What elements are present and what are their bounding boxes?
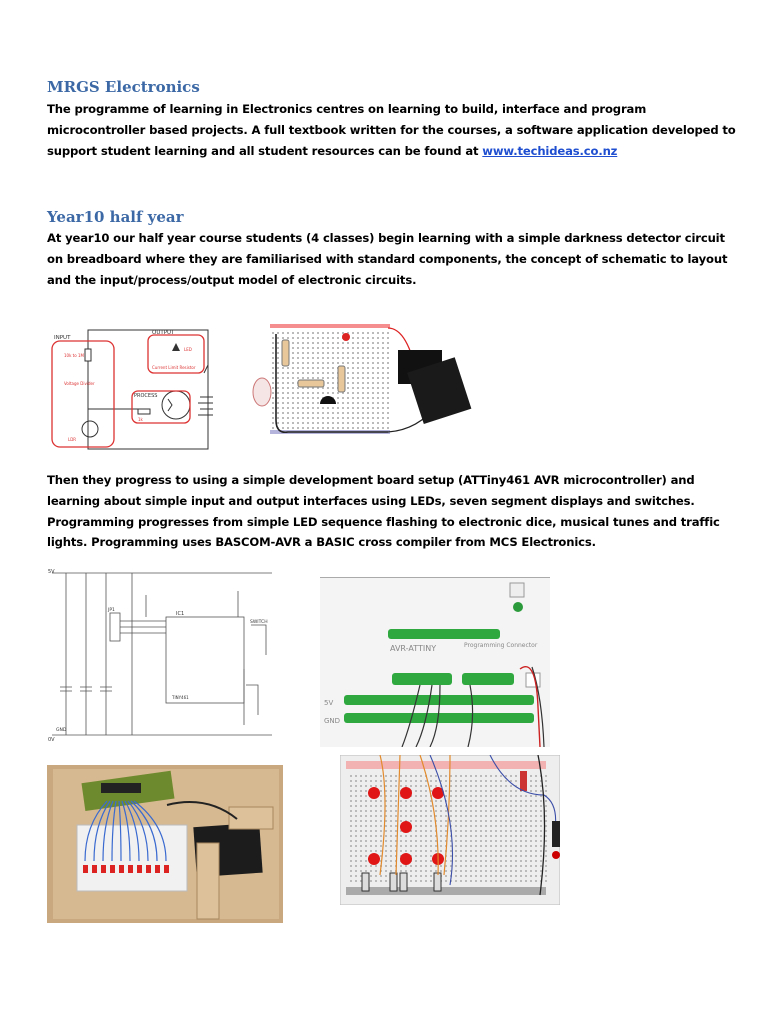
heading-mrgs-electronics: MRGS Electronics: [47, 78, 200, 96]
attiny-development-board: [320, 577, 550, 747]
label-1k: 1k: [138, 417, 143, 422]
label-board-gnd: GND: [324, 717, 341, 725]
label-voltage-divider: Voltage Divider: [64, 381, 95, 386]
label-ic1: IC1: [176, 611, 185, 617]
attiny-schematic: [46, 565, 274, 745]
techideas-link[interactable]: www.techideas.co.nz: [482, 143, 618, 158]
year10-paragraph-2: Then they progress to using a simple development board setup (ATTiny461 AVR microcontroller) and learning about simple input and output interfaces using LEDs, seven segment displays and switches. Programming progresses from simple LED sequence flashing to electronic dice, musical tunes and traffic lights. Programming uses BASCOM-AVR a BASIC cross compiler from MCS Electronics.: [47, 473, 720, 550]
label-gnd: GND: [56, 728, 67, 733]
label-process: PROCESS: [134, 393, 158, 399]
label-avr-attiny: AVR-ATTINY: [390, 644, 437, 653]
intro-text: The programme of learning in Electronics centres on learning to build, interface and program microcontroller based projects. A full textbook written for the courses, a software application developed to support student learning and all student resources can be found at: [47, 102, 736, 158]
label-ldr: LDR: [68, 437, 77, 442]
built-board-photo: [47, 765, 283, 923]
darkness-detector-breadboard: [248, 320, 473, 438]
year10-paragraph-1: At year10 our half year course students (4 classes) begin learning with a simple darkness detector circuit on breadboard where they are familiarised with standard components, the concept of schematic to layout and the input/process/output model of electronic circuits.: [47, 231, 728, 287]
label-output: OUTPUT: [152, 330, 175, 336]
heading-year10: Year10 half year: [47, 208, 184, 226]
label-current-limit: Current Limit Resistor: [152, 365, 196, 370]
label-0v: 0V: [48, 737, 55, 743]
label-led: LED: [184, 347, 192, 352]
label-5v: 5V: [48, 569, 55, 575]
label-programming-connector: Programming Connector: [464, 642, 538, 649]
intro-paragraph: [47, 99, 737, 161]
label-resistor: 10k to 1M: [64, 353, 84, 358]
label-tiny461: TINY461: [172, 695, 189, 700]
label-switch: SWITCH: [250, 620, 268, 625]
darkness-detector-schematic: [48, 325, 213, 453]
led-breadboard: [340, 755, 560, 905]
label-input: INPUT: [54, 335, 71, 341]
label-jp1: JP1: [108, 608, 115, 613]
label-board-5v: 5V: [324, 699, 334, 707]
